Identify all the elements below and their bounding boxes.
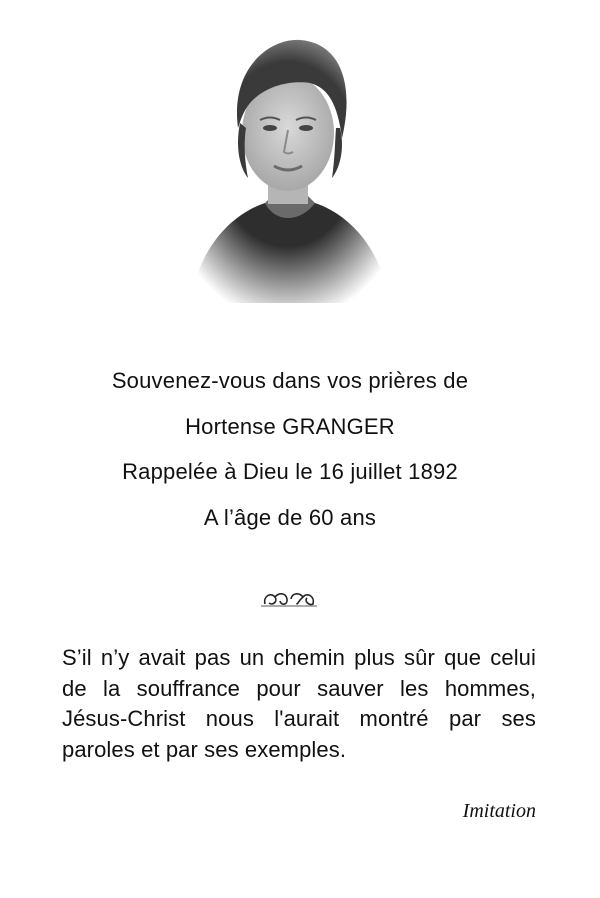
death-date-line: Rappelée à Dieu le 16 juillet 1892 (122, 459, 458, 484)
quote-attribution: Imitation (462, 800, 536, 822)
deceased-name: Hortense GRANGER (185, 414, 395, 439)
quote-text: S’il n’y avait pas un chemin plus sûr que celui de la souffrance pour sauver les hommes, Jésus-Christ nous l'aurait montré par ses paroles et par ses exemples. (62, 645, 536, 762)
ornament-icon (259, 588, 319, 610)
age-line: A l’âge de 60 ans (203, 505, 377, 530)
intro-line: Souvenez-vous dans vos prières de (111, 368, 469, 393)
portrait-photo (180, 28, 395, 308)
